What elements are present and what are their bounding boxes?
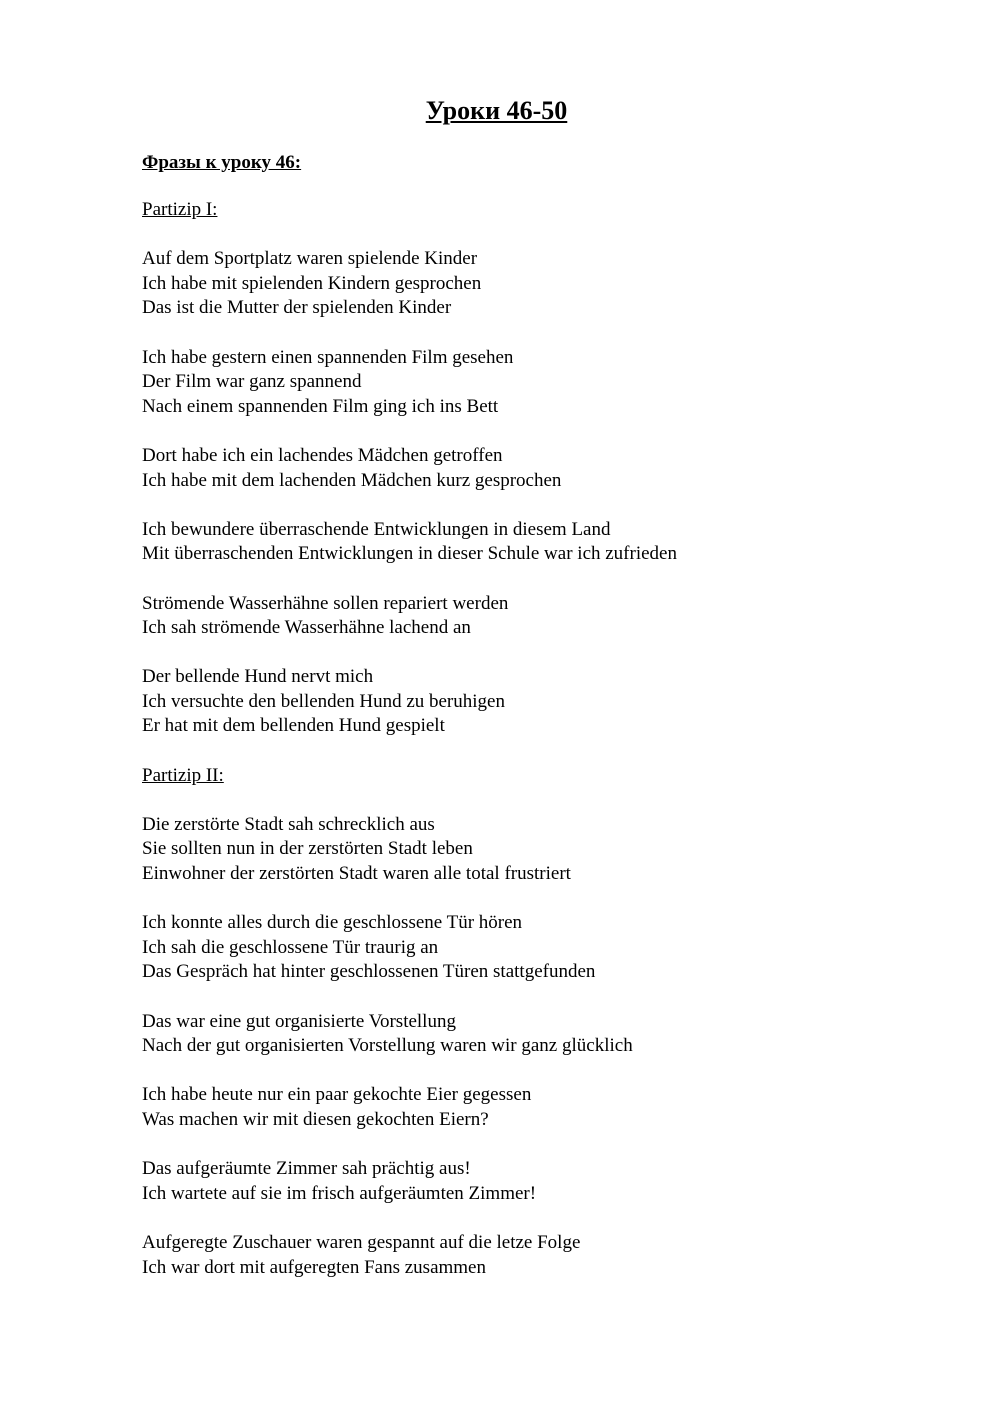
phrase-line: Das Gespräch hat hinter geschlossenen Türen stattgefunden <box>142 961 596 983</box>
phrase-line: Einwohner der zerstörten Stadt waren alle total frustriert <box>142 863 571 885</box>
section-heading-partizip-2: Partizip II: <box>142 764 224 786</box>
phrase-line: Das ist die Mutter der spielenden Kinder <box>142 297 452 319</box>
phrase-line: Auf dem Sportplatz waren spielende Kinder <box>142 248 478 270</box>
phrase-line: Strömende Wasserhähne sollen repariert werden <box>142 592 509 614</box>
phrase-line: Ich konnte alles durch die geschlossene Tür hören <box>142 912 523 934</box>
phrase-group <box>142 1083 962 1132</box>
phrase-group <box>142 346 962 420</box>
phrase-group <box>142 1157 962 1206</box>
phrase-line: Nach einem spannenden Film ging ich ins Bett <box>142 395 499 417</box>
phrase-line: Ich wartete auf sie im frisch aufgeräumten Zimmer! <box>142 1182 537 1204</box>
phrase-line: Was machen wir mit diesen gekochten Eiern? <box>142 1108 489 1130</box>
phrase-line: Die zerstörte Stadt sah schrecklich aus <box>142 813 435 835</box>
phrase-group <box>142 1231 962 1280</box>
phrase-group <box>142 813 962 887</box>
phrase-line: Ich versuchte den bellenden Hund zu beruhigen <box>142 690 505 712</box>
phrase-line: Das aufgeräumte Zimmer sah prächtig aus! <box>142 1158 471 1180</box>
page-title: Уроки 46-50 <box>425 96 568 125</box>
lesson-heading: Фразы к уроку 46: <box>142 152 302 173</box>
phrase-line: Aufgeregte Zuschauer waren gespannt auf die letze Folge <box>142 1231 581 1253</box>
phrase-line: Das war eine gut organisierte Vorstellung <box>142 1010 456 1032</box>
phrase-line: Ich habe heute nur ein paar gekochte Eier gegessen <box>142 1084 532 1106</box>
phrase-line: Nach der gut organisierten Vorstellung waren wir ganz glücklich <box>142 1035 633 1057</box>
phrase-group <box>142 444 962 493</box>
phrase-line: Ich sah die geschlossene Tür traurig an <box>142 936 439 958</box>
phrase-line: Ich war dort mit aufgeregten Fans zusammen <box>142 1256 486 1278</box>
document-body <box>142 198 962 1305</box>
phrase-group <box>142 911 962 985</box>
phrase-line: Der Film war ganz spannend <box>142 371 362 393</box>
phrase-group <box>142 665 962 739</box>
phrase-line: Ich habe mit spielenden Kindern gesprochen <box>142 272 482 294</box>
phrase-line: Ich habe mit dem lachenden Mädchen kurz gesprochen <box>142 469 562 491</box>
phrase-line: Sie sollten nun in der zerstörten Stadt leben <box>142 838 473 860</box>
phrase-group <box>142 592 962 641</box>
phrase-group <box>142 247 962 321</box>
phrase-line: Mit überraschenden Entwicklungen in dieser Schule war ich zufrieden <box>142 543 677 565</box>
phrase-group <box>142 1010 962 1059</box>
phrase-line: Er hat mit dem bellenden Hund gespielt <box>142 715 445 737</box>
phrase-line: Der bellende Hund nervt mich <box>142 666 374 688</box>
phrase-line: Ich sah strömende Wasserhähne lachend an <box>142 617 471 639</box>
section-heading-partizip-1: Partizip I: <box>142 199 218 220</box>
phrase-line: Ich habe gestern einen spannenden Film gesehen <box>142 346 514 368</box>
phrase-group <box>142 518 962 567</box>
phrase-line: Dort habe ich ein lachendes Mädchen getroffen <box>142 444 503 466</box>
phrase-line: Ich bewundere überraschende Entwicklungen in diesem Land <box>142 518 611 540</box>
